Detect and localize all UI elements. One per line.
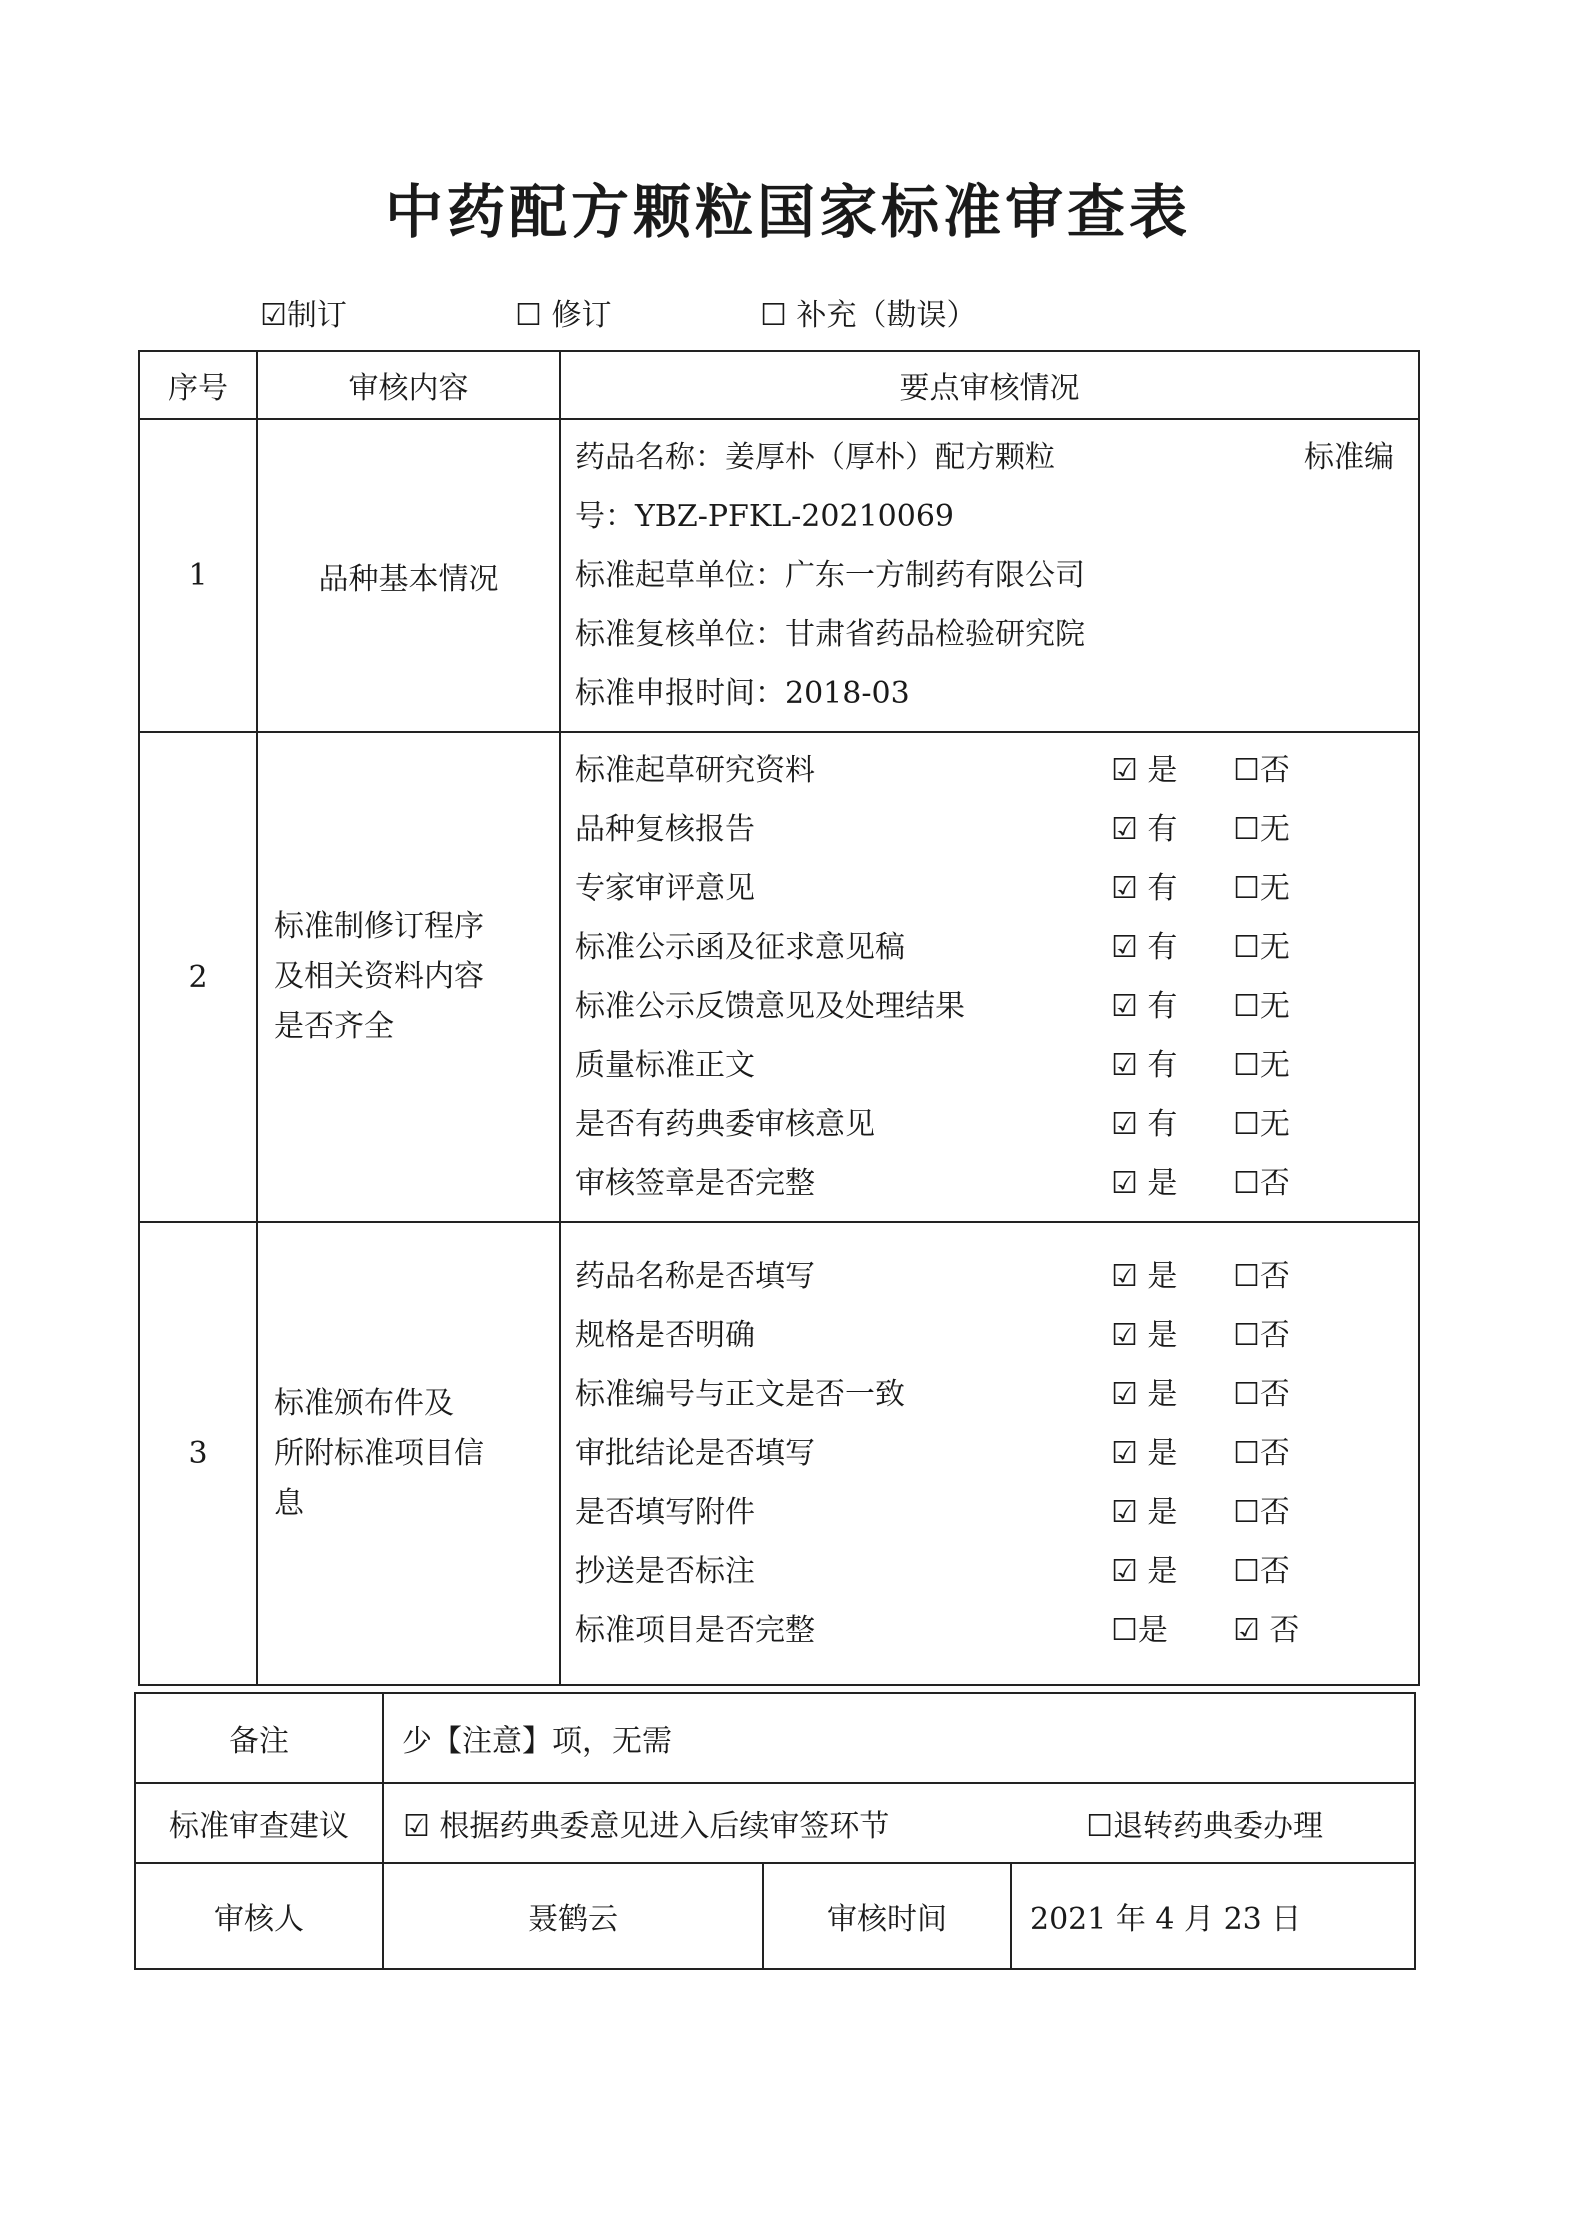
yes-checkbox[interactable]: ☑ 有 — [1111, 1107, 1178, 1142]
reviewer-row — [135, 1863, 1415, 1969]
no-checkbox[interactable]: ☐否 — [1233, 1259, 1290, 1294]
checklist — [560, 1222, 1419, 1685]
no-checkbox[interactable]: ☐无 — [1233, 1048, 1290, 1083]
table-row — [139, 1222, 1419, 1685]
report-time: 标准申报时间：2018-03 — [575, 676, 910, 711]
header-seq: 序号 — [139, 351, 257, 419]
no-checkbox[interactable]: ☐否 — [1233, 1318, 1290, 1353]
suggestion-proceed-checkbox[interactable]: ☑ 根据药典委意见进入后续审签环节 — [403, 1809, 890, 1844]
suggestion-return-checkbox[interactable]: ☐退转药典委办理 — [1086, 1809, 1323, 1844]
list-item: 审核签章是否完整 ☑ 是 ☐否 — [575, 1154, 1404, 1213]
row-content: 标准制修订程序 及相关资料内容 是否齐全 — [257, 732, 560, 1222]
yes-checkbox[interactable]: ☐是 — [1111, 1613, 1168, 1648]
no-checkbox[interactable]: ☐否 — [1233, 1495, 1290, 1530]
yes-checkbox[interactable]: ☑ 有 — [1111, 812, 1178, 847]
table-row — [139, 419, 1419, 732]
remark-label: 备注 — [135, 1693, 383, 1783]
checklist — [560, 732, 1419, 1222]
yes-checkbox[interactable]: ☑ 是 — [1111, 1166, 1178, 1201]
list-item: 标准公示反馈意见及处理结果 ☑ 有 ☐无 — [575, 977, 1404, 1036]
no-checkbox[interactable]: ☐无 — [1233, 930, 1290, 965]
reviewer-label: 审核人 — [135, 1863, 383, 1969]
list-item: 专家审评意见 ☑ 有 ☐无 — [575, 859, 1404, 918]
header-status: 要点审核情况 — [560, 351, 1419, 419]
review-time-value[interactable]: 2021 年 4 月 23 日 — [1011, 1863, 1415, 1969]
no-checkbox[interactable]: ☐否 — [1233, 1436, 1290, 1471]
row-seq: 2 — [139, 732, 257, 1222]
row-content: 标准颁布件及 所附标准项目信 息 — [257, 1222, 560, 1685]
list-item: 审批结论是否填写 ☑ 是 ☐否 — [575, 1424, 1404, 1483]
review-table — [138, 350, 1420, 1686]
no-checkbox[interactable]: ☐否 — [1233, 753, 1290, 788]
row-seq: 3 — [139, 1222, 257, 1685]
checkbox-icon: ☐ — [515, 298, 542, 333]
yes-checkbox[interactable]: ☑ 是 — [1111, 753, 1178, 788]
list-item: 药品名称是否填写 ☑ 是 ☐否 — [575, 1247, 1404, 1306]
drafter: 标准起草单位：广东一方制药有限公司 — [575, 558, 1085, 593]
suggestion-row — [135, 1783, 1415, 1863]
type-option-supplement[interactable]: ☐ 补充（勘误） — [760, 298, 977, 333]
yes-checkbox[interactable]: ☑ 是 — [1111, 1495, 1178, 1530]
yes-checkbox[interactable]: ☑ 有 — [1111, 871, 1178, 906]
yes-checkbox[interactable]: ☑ 有 — [1111, 930, 1178, 965]
std-no-label: 标准编 — [1304, 440, 1394, 475]
checkbox-icon: ☐ — [760, 298, 787, 333]
table-row — [139, 732, 1419, 1222]
no-checkbox[interactable]: ☐无 — [1233, 812, 1290, 847]
reviewer-unit: 标准复核单位：甘肃省药品检验研究院 — [575, 617, 1085, 652]
row-content: 品种基本情况 — [257, 419, 560, 732]
no-checkbox[interactable]: ☐否 — [1233, 1166, 1290, 1201]
no-checkbox[interactable]: ☐无 — [1233, 989, 1290, 1024]
list-item: 规格是否明确 ☑ 是 ☐否 — [575, 1306, 1404, 1365]
no-checkbox[interactable]: ☐否 — [1233, 1377, 1290, 1412]
yes-checkbox[interactable]: ☑ 有 — [1111, 989, 1178, 1024]
no-checkbox[interactable]: ☐否 — [1233, 1554, 1290, 1589]
suggestion-label: 标准审查建议 — [135, 1783, 383, 1863]
checkbox-icon: ☑ — [260, 298, 287, 333]
type-option-revise[interactable]: ☐ 修订 — [515, 298, 612, 333]
list-item: 是否有药典委审核意见 ☑ 有 ☐无 — [575, 1095, 1404, 1154]
remark-text[interactable]: 少【注意】项，无需 — [383, 1693, 1415, 1783]
std-no: 号：YBZ-PFKL-20210069 — [575, 499, 954, 534]
table-header — [139, 351, 1419, 419]
type-option-draft[interactable]: ☑制订 — [260, 298, 347, 333]
yes-checkbox[interactable]: ☑ 是 — [1111, 1436, 1178, 1471]
drug-name: 药品名称：姜厚朴（厚朴）配方颗粒 — [575, 440, 1055, 475]
list-item: 品种复核报告 ☑ 有 ☐无 — [575, 800, 1404, 859]
list-item: 抄送是否标注 ☑ 是 ☐否 — [575, 1542, 1404, 1601]
yes-checkbox[interactable]: ☑ 是 — [1111, 1554, 1178, 1589]
list-item: 标准公示函及征求意见稿 ☑ 有 ☐无 — [575, 918, 1404, 977]
list-item: 是否填写附件 ☑ 是 ☐否 — [575, 1483, 1404, 1542]
list-item: 质量标准正文 ☑ 有 ☐无 — [575, 1036, 1404, 1095]
footer-table — [134, 1692, 1416, 1970]
header-content: 审核内容 — [257, 351, 560, 419]
yes-checkbox[interactable]: ☑ 有 — [1111, 1048, 1178, 1083]
page-title: 中药配方颗粒国家标准审查表 — [384, 178, 1191, 246]
row-seq: 1 — [139, 419, 257, 732]
list-item: 标准项目是否完整 ☐是 ☑ 否 — [575, 1601, 1404, 1660]
no-checkbox[interactable]: ☑ 否 — [1233, 1613, 1300, 1648]
basic-info — [560, 419, 1419, 732]
remark-row — [135, 1693, 1415, 1783]
yes-checkbox[interactable]: ☑ 是 — [1111, 1318, 1178, 1353]
list-item: 标准编号与正文是否一致 ☑ 是 ☐否 — [575, 1365, 1404, 1424]
no-checkbox[interactable]: ☐无 — [1233, 871, 1290, 906]
no-checkbox[interactable]: ☐无 — [1233, 1107, 1290, 1142]
list-item: 标准起草研究资料 ☑ 是 ☐否 — [575, 741, 1404, 800]
reviewer-name[interactable]: 聂鹤云 — [383, 1863, 763, 1969]
review-time-label: 审核时间 — [763, 1863, 1011, 1969]
yes-checkbox[interactable]: ☑ 是 — [1111, 1259, 1178, 1294]
yes-checkbox[interactable]: ☑ 是 — [1111, 1377, 1178, 1412]
